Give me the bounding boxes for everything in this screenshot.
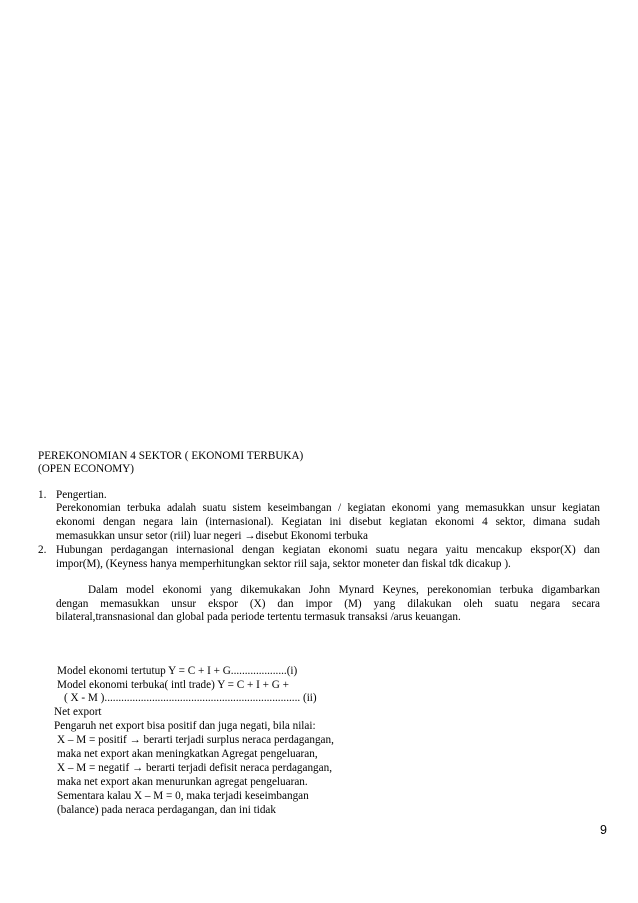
item-number-1: 1. [38,489,47,501]
net-export-line-7: (balance) pada neraca perdagangan, dan ini tidak [57,804,276,816]
page-number: 9 [600,823,607,837]
paragraph-line-3: bilateral,transnasional dan global pada periode tertentu termasuk transaksi /arus keuangan. [56,611,461,623]
item-2-line-2: impor(M), (Keyness hanya memperhitungkan sektor riil saja, sektor moneter dan fiskal tdk dicakup ). [56,558,511,570]
section-title: PEREKONOMIAN 4 SEKTOR ( EKONOMI TERBUKA) [38,450,304,462]
item-1-line-2: ekonomi dengan negara lain (internasional). Kegiatan ini disebut kegiatan ekonomi 4 sektor, dimana sudah [56,516,600,528]
net-export-line-2: X – M = positif → berarti terjadi surplus neraca perdagangan, [57,734,334,746]
net-export-label: Net export [54,706,102,718]
item-1-line-3: memasukkan unsur setor (riil) luar negeri →disebut Ekonomi terbuka [56,530,368,542]
item-title-pengertian: Pengertian. [56,489,107,501]
paragraph-line-1: Dalam model ekonomi yang dikemukakan John Mynard Keynes, perekonomian terbuka digambarkan [88,584,600,596]
paragraph-line-2: dengan memasukkan unsur ekspor (X) dan impor (M) yang dilakukan oleh suatu negara secara [56,598,600,610]
net-export-line-4: X – M = negatif → berarti terjadi defisit neraca perdagangan, [57,762,333,774]
open-economy-model-cont: ( X - M )...................................................................... (ii) [64,692,317,704]
closed-economy-model: Model ekonomi tertutup Y = C + I + G....................(i) [57,665,298,677]
net-export-line-1: Pengaruh net export bisa positif dan juga negati, bila nilai: [54,720,316,732]
net-export-line-3: maka net export akan meningkatkan Agregat pengeluaran, [57,748,318,760]
section-subtitle: (OPEN ECONOMY) [38,463,135,475]
open-economy-model: Model ekonomi terbuka( intl trade) Y = C + I + G + [57,679,289,691]
net-export-line-5: maka net export akan menurunkan agregat pengeluaran. [57,776,308,788]
net-export-line-6: Sementara kalau X – M = 0, maka terjadi keseimbangan [57,790,309,802]
item-number-2: 2. [38,544,47,556]
item-2-line-1: Hubungan perdagangan internasional dengan kegiatan ekonomi suatu negara yaitu mencakup ekspor(X) dan [56,544,600,556]
item-1-line-1: Perekonomian terbuka adalah suatu sistem keseimbangan / kegiatan ekonomi yang memasukkan unsur kegiatan [56,502,600,514]
